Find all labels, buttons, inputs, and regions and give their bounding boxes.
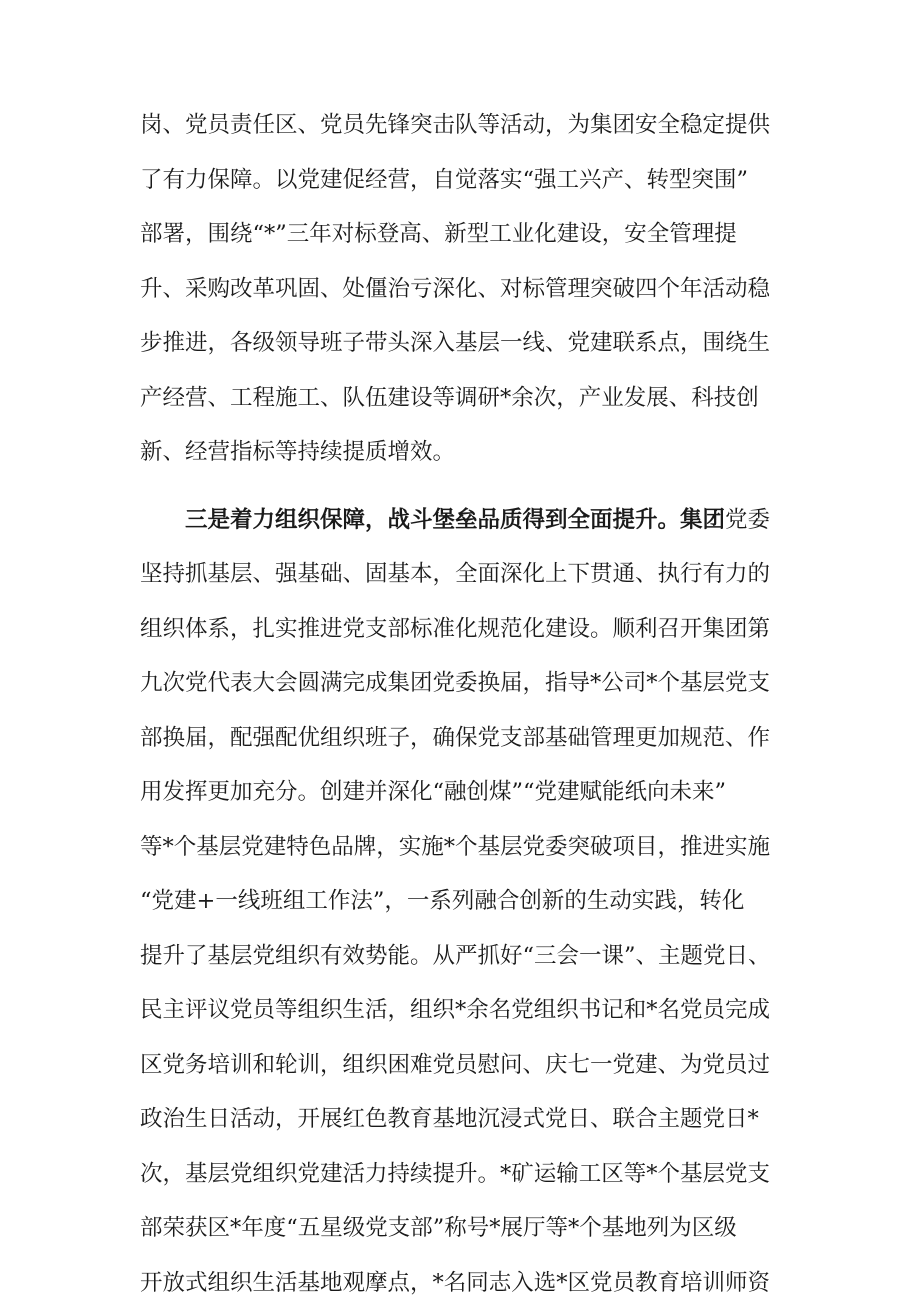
text-line: 组织体系，扎实推进党支部标准化规范化建设。顺利召开集团第 xyxy=(140,602,780,657)
text-line: 升、采购改革巩固、处僵治亏深化、对标管理突破四个年活动稳 xyxy=(140,262,780,317)
text-line: 区党务培训和轮训，组织困难党员慰问、庆七一党建、为党员过 xyxy=(140,1038,780,1093)
text-line: 用发挥更加充分。创建并深化“融创煤”“党建赋能纸向未来” xyxy=(140,765,780,820)
text-line: 政治生日活动，开展红色教育基地沉浸式党日、联合主题党日* xyxy=(140,1092,780,1147)
text-line: 坚持抓基层、强基础、固基本，全面深化上下贯通、执行有力的 xyxy=(140,547,780,602)
document-page xyxy=(140,98,780,1310)
text-line: 开放式组织生活基地观摩点，*名同志入选*区党员教育培训师资 xyxy=(140,1256,780,1310)
text-line: 九次党代表大会圆满完成集团党委换届，指导*公司*个基层党支 xyxy=(140,656,780,711)
paragraph-gap xyxy=(140,480,780,493)
text-line: 步推进，各级领导班子带头深入基层一线、党建联系点，围绕生 xyxy=(140,316,780,371)
text-line: 部换届，配强配优组织班子，确保党支部基础管理更加规范、作 xyxy=(140,711,780,766)
section-heading-bold: 三是着力组织保障，战斗堡垒品质得到全面提升。集团 xyxy=(185,507,725,533)
text-line: 产经营、工程施工、队伍建设等调研*余次，产业发展、科技创 xyxy=(140,371,780,426)
text-line: 次，基层党组织党建活力持续提升。*矿运输工区等*个基层党支 xyxy=(140,1147,780,1202)
text-line: “党建+一线班组工作法”，一系列融合创新的生动实践，转化 xyxy=(140,874,780,929)
text-line: 提升了基层党组织有效势能。从严抓好“三会一课”、主题党日、 xyxy=(140,929,780,984)
text-line: 部署，围绕“*”三年对标登高、新型工业化建设，安全管理提 xyxy=(140,207,780,262)
text-line: 了有力保障。以党建促经营，自觉落实“强工兴产、转型突围” xyxy=(140,153,780,208)
text-line: 岗、党员责任区、党员先锋突击队等活动，为集团安全稳定提供 xyxy=(140,98,780,153)
text-line: 民主评议党员等组织生活，组织*余名党组织书记和*名党员完成 xyxy=(140,983,780,1038)
paragraph-2 xyxy=(140,493,780,1310)
paragraph-1 xyxy=(140,98,780,480)
heading-line-rest: 党委 xyxy=(725,507,770,533)
text-line: 部荣获区*年度“五星级党支部”称号*展厅等*个基地列为区级 xyxy=(140,1201,780,1256)
text-line: 新、经营指标等持续提质增效。 xyxy=(140,425,780,480)
text-line: 等*个基层党建特色品牌，实施*个基层党委突破项目，推进实施 xyxy=(140,820,780,875)
text-line-first xyxy=(140,493,780,548)
